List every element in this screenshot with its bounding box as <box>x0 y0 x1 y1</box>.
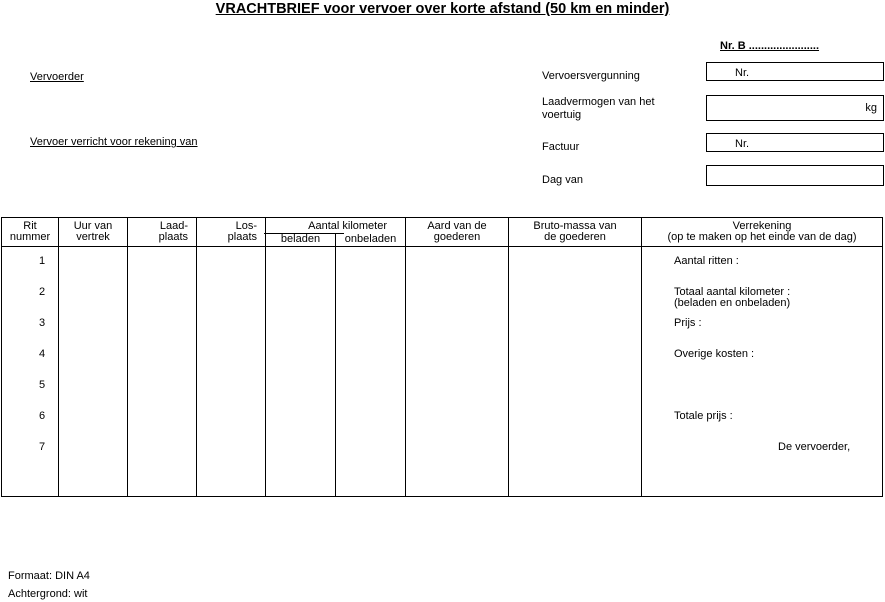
header-verrekening: Verrekening (op te maken op het einde van de dag) <box>667 220 857 243</box>
de-vervoerder-signature-label: De vervoerder, <box>778 441 851 453</box>
achtergrond-note: Achtergrond: wit <box>8 588 88 600</box>
factuur-label: Factuur <box>542 141 580 153</box>
header-beladen: beladen <box>280 233 321 245</box>
totaal-km-label: Totaal aantal kilometer : <box>674 286 791 298</box>
vergunning-label: Vervoersvergunning <box>542 70 640 82</box>
header-onbeladen: onbeladen <box>344 233 397 245</box>
totaal-km-sublabel: (beladen en onbeladen) <box>674 297 791 309</box>
header-divider <box>2 246 882 247</box>
col-divider <box>265 218 266 496</box>
row-number-6: 6 <box>38 410 46 422</box>
vervoerder-label: Vervoerder <box>30 71 84 83</box>
row-number-4: 4 <box>38 348 46 360</box>
overige-kosten-label: Overige kosten : <box>674 348 755 360</box>
col-divider <box>508 218 509 496</box>
formaat-note: Formaat: DIN A4 <box>8 570 90 582</box>
kg-unit-label: kg <box>865 102 877 114</box>
transport-table <box>1 217 883 497</box>
laadvermogen-label-line1: Laadvermogen van het <box>542 96 655 108</box>
aantal-ritten-label: Aantal ritten : <box>674 255 739 267</box>
header-aantal-kilometer: Aantal kilometer <box>308 220 387 232</box>
header-aard-van-de-goederen: Aard van de goederen <box>427 220 487 243</box>
row-number-7: 7 <box>38 441 46 453</box>
vergunning-field[interactable] <box>706 62 884 81</box>
row-number-5: 5 <box>38 379 46 391</box>
totale-prijs-label: Totale prijs : <box>674 410 733 422</box>
dag-van-field[interactable] <box>706 165 884 186</box>
col-divider <box>405 218 406 496</box>
header-laadplaats: Laad- plaats <box>158 220 188 243</box>
header-uur-van-vertrek: Uur van vertrek <box>73 220 113 243</box>
row-number-2: 2 <box>38 286 46 298</box>
laadvermogen-field[interactable] <box>706 95 884 121</box>
factuur-nr-label: Nr. <box>735 138 750 150</box>
factuur-field[interactable] <box>706 133 884 152</box>
col-divider <box>196 218 197 496</box>
dag-van-label: Dag van <box>542 174 583 186</box>
rekening-label: Vervoer verricht voor rekening van <box>30 136 198 148</box>
header-bruto-massa: Bruto-massa van de goederen <box>533 220 617 243</box>
document-number: Nr. B ....................... <box>720 40 820 52</box>
vergunning-nr-label: Nr. <box>735 67 750 79</box>
laadvermogen-label-line2: voertuig <box>542 109 582 121</box>
row-number-3: 3 <box>38 317 46 329</box>
col-divider <box>641 218 642 496</box>
col-divider <box>127 218 128 496</box>
page-title: VRACHTBRIEF voor vervoer over korte afstand (50 km en minder) <box>215 1 670 17</box>
header-losplaats: Los- plaats <box>227 220 257 243</box>
col-divider <box>335 233 336 496</box>
row-number-1: 1 <box>38 255 46 267</box>
prijs-label: Prijs : <box>674 317 702 329</box>
header-rit-nummer: Rit nummer <box>9 220 51 243</box>
